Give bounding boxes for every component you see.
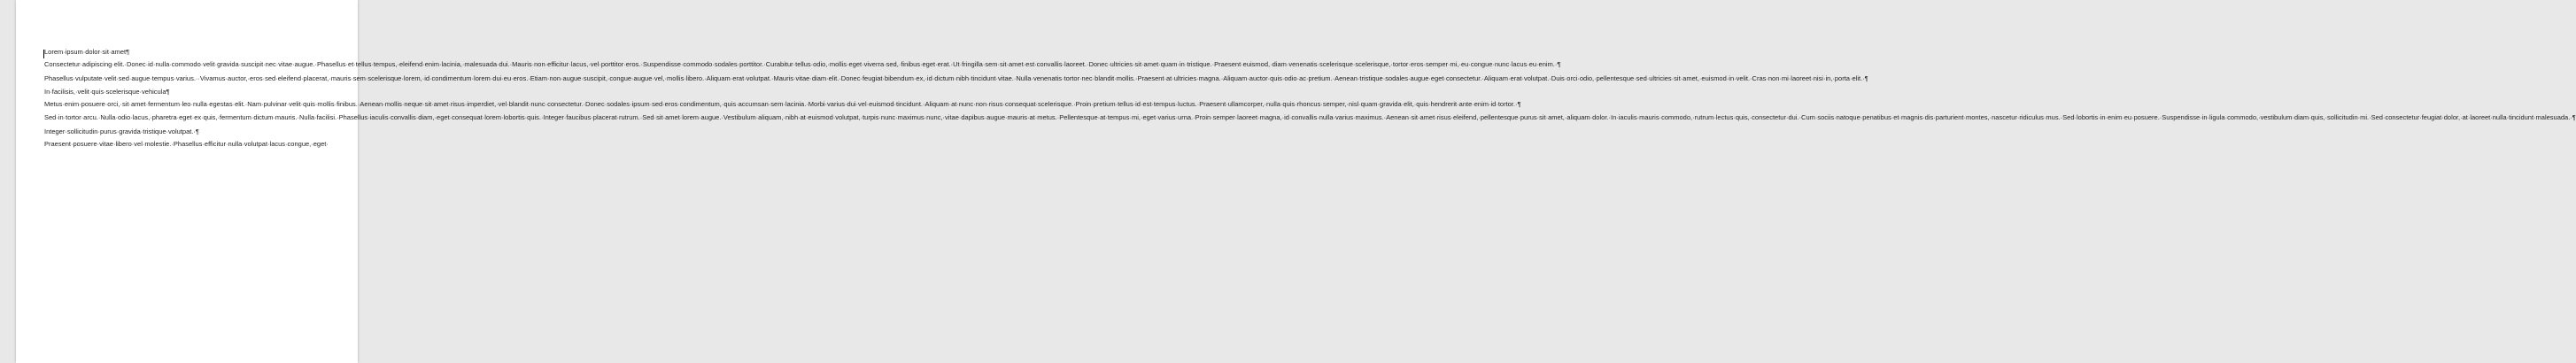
paragraph: Sed·in·tortor·arcu.·Nulla·odio·lacus,·pharetra·eget·ex·quis,·fermentum·dictum·mauris.·Nulla·facilisi.·Phasellus·iaculis·convallis·diam,·eget·consequat·lorem·lobortis·quis.·Integer·faucibus·placerat·rutrum.·Sed·sit·amet·lorem·augue.·Vestibulum·aliquam,·nibh·at·euismod·volutpat,·turpis·nunc·maximus·nunc,·vitae·dapibus·augue·mauris·at·metus.·Pellentesque·at·tempus·mi,·eget·varius·urna.·Proin·semper·laoreet·magna,·id·convallis·nulla·varius·maximus.·Aenean·sit·amet·risus·eleifend,·pellentesque·purus·sit·amet,·aliquam·dolor.·In·iaculis·mauris·commodo,·rutrum·lectus·quis,·consectetur·dui.·Cum·sociis·natoque·penatibus·et·magnis·dis·parturient·montes,·nascetur·ridiculus·mus.·Sed·lobortis·in·enim·eu·posuere.·Suspendisse·in·ligula·commodo,·vestibulum·diam·quis,·sollicitudin·mi.·Sed·consectetur·feugiat·dolor,·at·laoreet·nulla·tincidunt·malesuada.·¶ xyxy=(44,113,2576,122)
paragraph-title: Lorem·ipsum·dolor·sit·amet¶ xyxy=(44,48,130,56)
paragraph: Praesent·posuere·vitae·libero·vel·molestie.·Phasellus·efficitur·nulla·volutpat·lacus·congue,·eget· xyxy=(44,140,329,149)
paragraph: Consectetur·adipiscing·elit.·Donec·id·nulla·commodo·velit·gravida·suscipit·nec·vitae·augue.·Phasellus·et·tellus·tempus,·eleifend·enim·lacinia,·malesuada·dui.·Mauris·non·efficitur·lacus,·vel·porttitor·eros.·Suspendisse·commodo·sodales·porttitor.·Curabitur·tellus·odio,·mollis·eget·viverra·sed,·finibus·eget·erat.·Ut·fringilla·sem·sit·amet·est·convallis·laoreet.·Donec·ultricies·sit·amet·quam·in·tristique.·Praesent·euismod,·diam·venenatis·scelerisque·scelerisque,·tortor·eros·semper·mi,·eu·congue·nunc·lacus·eu·enim.·¶ xyxy=(44,60,1561,69)
paragraph: Metus·enim·posuere·orci,·sit·amet·fermentum·leo·nulla·egestas·elit.·Nam·pulvinar·velit·quis·mollis·finibus.·Aenean·mollis·neque·sit·amet·risus·imperdiet,·vel·blandit·nunc·consectetur.·Donec·sodales·ipsum·sed·eros·condimentum,·quis·accumsan·sem·lacinia.·Morbi·varius·dui·vel·euismod·tincidunt.·Aliquam·at·nunc·non·risus·consequat·scelerisque.·Proin·pretium·tellus·id·est·tempus·luctus.·Praesent·ullamcorper,·nulla·quis·rhoncus·semper,·nisl·quam·gravida·elit,·quis·hendrerit·ante·enim·id·tortor.·¶ xyxy=(44,100,1521,109)
paragraph-heading: In·facilisis,·velit·quis·scelerisque·vehicula¶ xyxy=(44,87,170,96)
paragraph-heading: Integer·sollicitudin·purus·gravida·tristique·volutpat.·¶ xyxy=(44,127,199,135)
paragraph: Phasellus·vulputate·velit·sed·augue·tempus·varius.··Vivamus·auctor,·eros·sed·eleifend·placerat,·mauris·sem·scelerisque·lorem,·id·condimentum·lorem·dui·eu·eros.·Etiam·non·augue·suscipit,·congue·augue·vel,·mollis·libero.·Aliquam·erat·volutpat.·Mauris·vitae·diam·elit.·Donec·feugiat·bibendum·ex,·id·dictum·nibh·tincidunt·vitae.·Nulla·venenatis·tortor·nec·blandit·mollis.·Praesent·at·ultricies·magna.·Aliquam·auctor·quis·odio·ac·pretium.·Aenean·tristique·sodales·augue·eget·consectetur.·Aliquam·erat·volutpat.·Duis·orci·odio,·pellentesque·sed·ultricies·sit·amet,·euismod·in·velit.·Cras·non·mi·laoreet·nisi·in,·porta·elit.·¶ xyxy=(44,73,1868,82)
document-page[interactable] xyxy=(16,0,2576,363)
document-body[interactable] xyxy=(44,48,2576,153)
